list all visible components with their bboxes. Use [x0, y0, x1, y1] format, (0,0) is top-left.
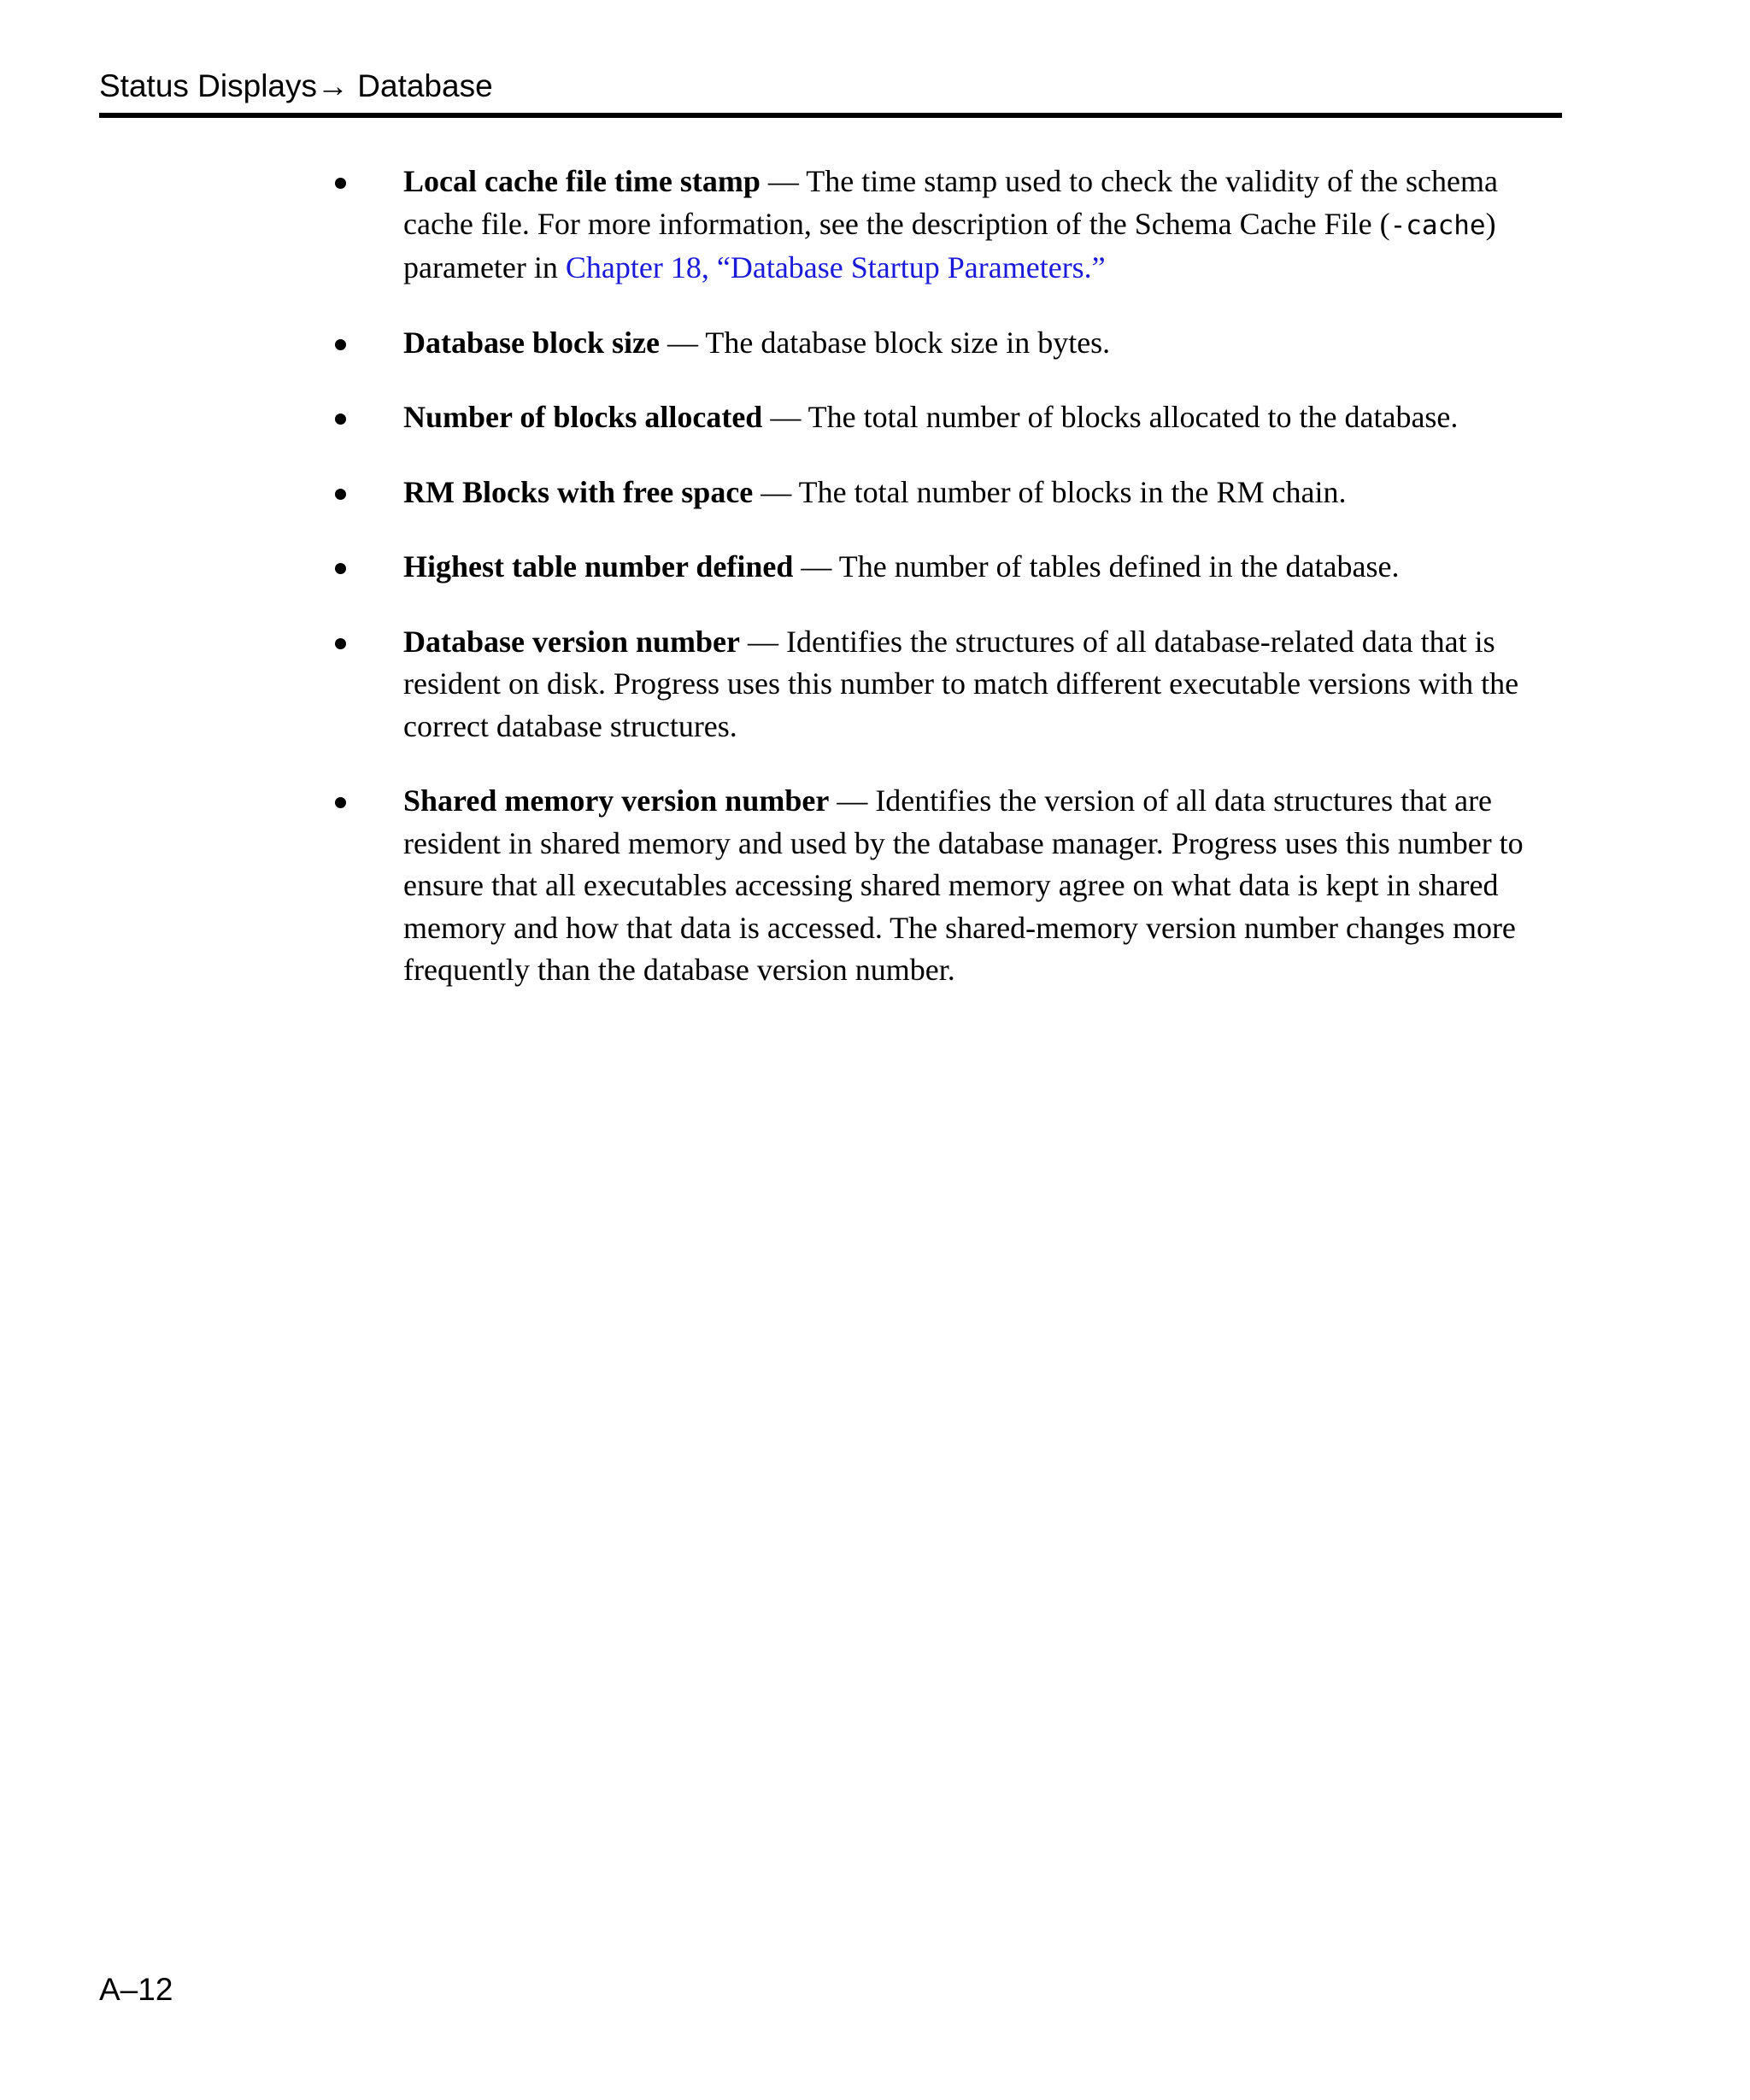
item-term: Highest table number defined: [403, 549, 794, 584]
item-term: Database block size: [403, 325, 660, 360]
bullet-icon: [335, 339, 346, 350]
list-item-body: [403, 780, 1570, 992]
item-term: Database version number: [403, 624, 740, 659]
bullet-icon: [335, 414, 346, 425]
list-item-body: [403, 322, 1570, 365]
bullet-icon: [335, 563, 346, 574]
item-term: Number of blocks allocated: [403, 400, 763, 434]
item-text-after: ) parameter in: [403, 206, 1496, 284]
header-arrow: →: [317, 68, 349, 103]
list-item-body: [403, 621, 1570, 748]
item-text: — The database block size in bytes.: [660, 325, 1111, 360]
running-header-title: [99, 70, 493, 102]
item-term: Shared memory version number: [403, 783, 830, 818]
page-number: A–12: [99, 1972, 173, 2007]
item-text: — The total number of blocks allocated to the database.: [762, 400, 1459, 434]
item-text: — The number of tables defined in the database.: [793, 549, 1400, 584]
bullet-icon: [335, 638, 346, 649]
header-subsection: Database: [349, 68, 493, 103]
item-term: Local cache file time stamp: [403, 164, 760, 198]
bullet-icon: [335, 489, 346, 500]
chapter-18-link[interactable]: Chapter 18, “Database Startup Parameters.”: [565, 250, 1106, 284]
list-item-body: [403, 546, 1570, 589]
list-item-body: [403, 161, 1570, 290]
item-code: -cache: [1389, 209, 1486, 241]
list-item-highest-table-number: [0, 546, 1750, 589]
item-text: — The total number of blocks in the RM chain.: [753, 474, 1347, 509]
list-item-body: [403, 396, 1570, 439]
item-text: — The time stamp used to check the validity of the schema cache file. For more information, see the description of the Schema Cache File (: [403, 164, 1498, 241]
list-item-local-cache-time-stamp: [0, 161, 1750, 290]
running-header: [99, 67, 1562, 118]
list-item-shared-memory-version-number: [0, 780, 1750, 992]
header-section: Status Displays: [99, 68, 317, 103]
bullet-icon: [335, 178, 346, 189]
list-item-body: [403, 472, 1570, 514]
item-term: RM Blocks with free space: [403, 474, 754, 509]
list-item-blocks-allocated: [0, 396, 1750, 439]
list-item-rm-blocks-free-space: [0, 472, 1750, 514]
item-text: — Identifies the structures of all database-related data that is resident on disk. Progress uses this number to match different executable versions with the correct database structures.: [403, 624, 1519, 743]
list-item-database-version-number: [0, 621, 1750, 748]
bullet-icon: [335, 797, 346, 808]
list-item-database-block-size: [0, 322, 1750, 365]
definition-list: [0, 161, 1750, 1024]
item-text: — Identifies the version of all data structures that are resident in shared memory and used by the database manager. Progress uses this number to ensure that all executables accessing shared memory agree on what data is kept in shared memory and how that data is accessed. The shared-memory version number changes more frequently than the database version number.: [403, 783, 1524, 987]
